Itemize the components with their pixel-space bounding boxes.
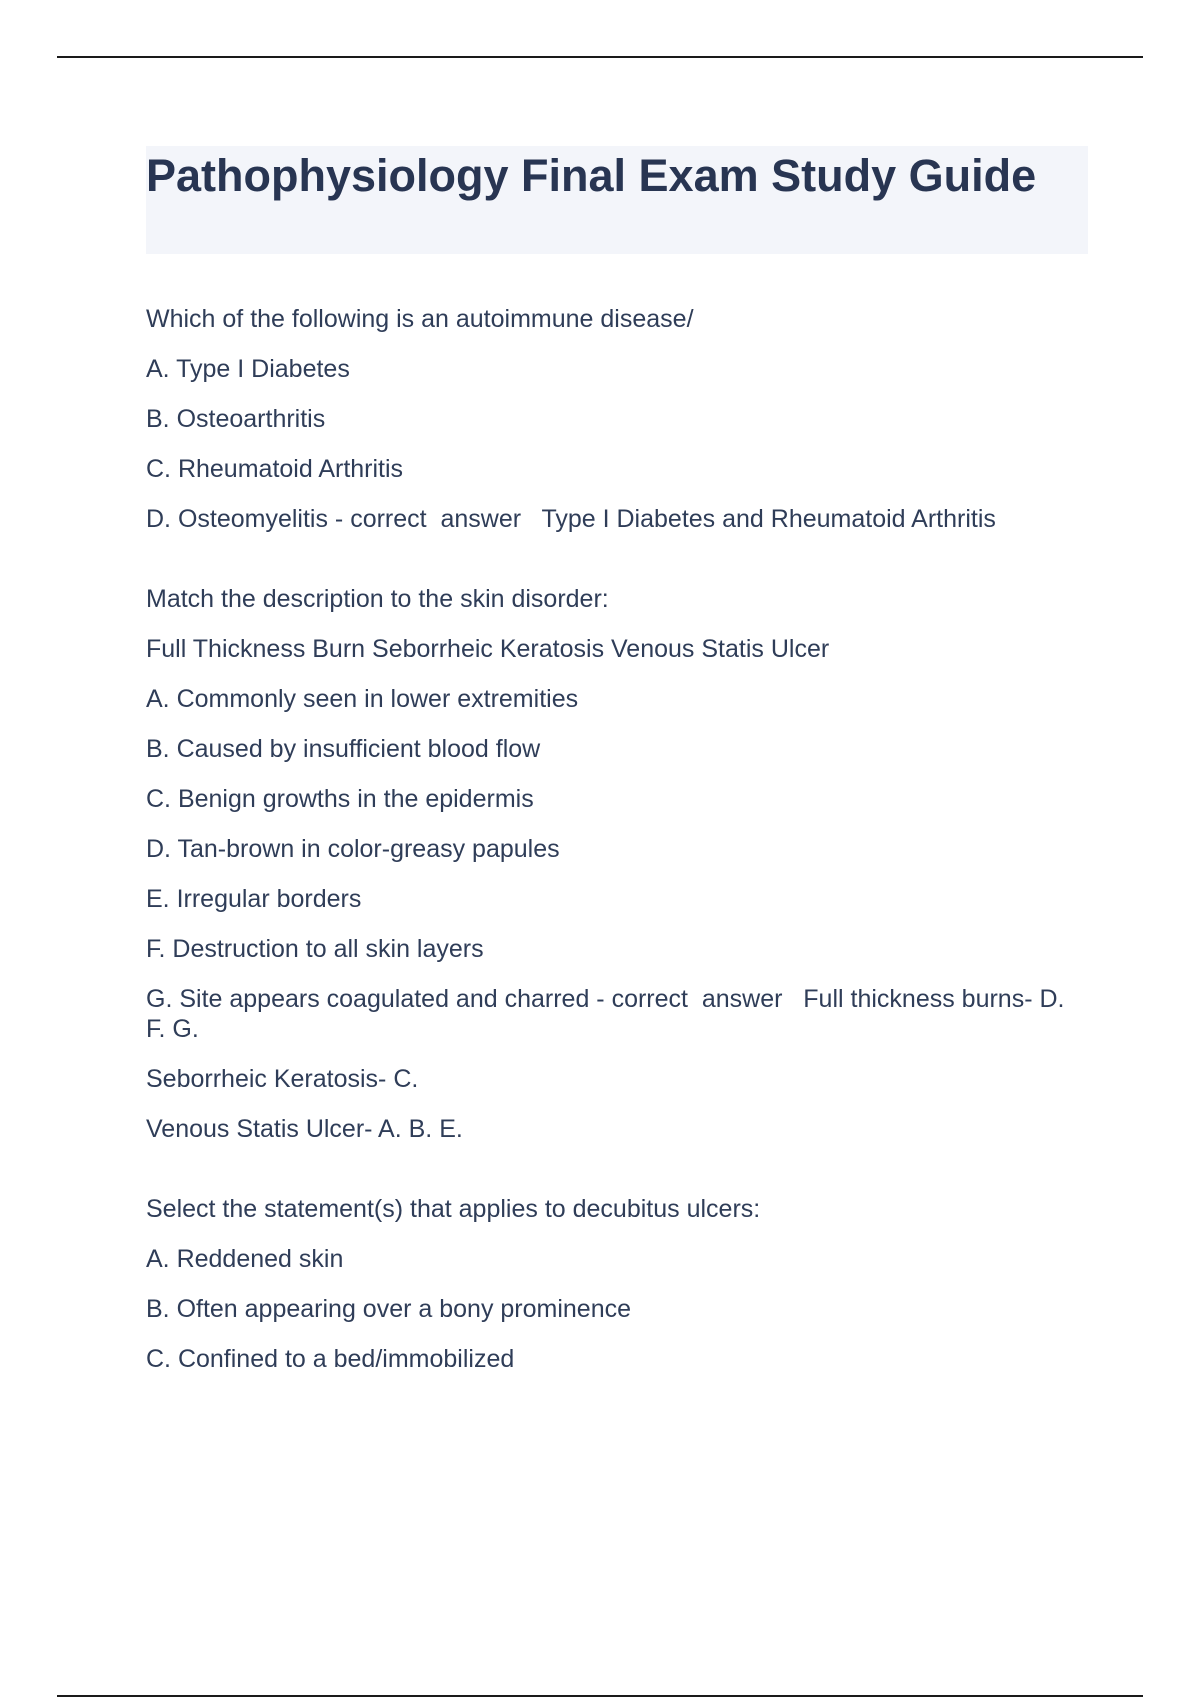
question-3 [146, 1194, 1088, 1374]
question-2-option-c: C. Benign growths in the epidermis [146, 785, 534, 813]
question-2-option-f: F. Destruction to all skin layers [146, 935, 484, 963]
question-2-option-e: E. Irregular borders [146, 885, 362, 913]
question-2-answer-venous: Venous Statis Ulcer- A. B. E. [146, 1115, 463, 1143]
header-rule [57, 56, 1143, 58]
question-2-answer-seborrheic: Seborrheic Keratosis- C. [146, 1065, 419, 1093]
question-1-option-c: C. Rheumatoid Arthritis [146, 455, 404, 483]
footer-rule [57, 1695, 1143, 1697]
question-1-prompt: Which of the following is an autoimmune disease/ [146, 305, 694, 333]
question-2-option-a: A. Commonly seen in lower extremities [146, 685, 579, 713]
question-1-option-b: B. Osteoarthritis [146, 405, 326, 433]
question-1-option-a: A. Type I Diabetes [146, 355, 350, 383]
document-page [146, 146, 1088, 1394]
question-2-option-d: D. Tan-brown in color-greasy papules [146, 835, 560, 863]
question-2-prompt: Match the description to the skin disorder: [146, 585, 609, 613]
question-2-terms: Full Thickness Burn Seborrheic Keratosis Venous Statis Ulcer [146, 635, 830, 663]
question-2-option-b: B. Caused by insufficient blood flow [146, 735, 541, 763]
question-1 [146, 304, 1088, 534]
question-3-option-a: A. Reddened skin [146, 1245, 344, 1273]
question-2-option-g-answer: G. Site appears coagulated and charred - correct answer Full thickness burns- D. F. G. [146, 985, 1072, 1043]
question-3-option-c: C. Confined to a bed/immobilized [146, 1345, 515, 1373]
question-3-prompt: Select the statement(s) that applies to decubitus ulcers: [146, 1195, 761, 1223]
question-3-option-b: B. Often appearing over a bony prominence [146, 1295, 632, 1323]
document-title: Pathophysiology Final Exam Study Guide [146, 150, 1037, 201]
title-banner [146, 146, 1088, 254]
question-1-option-d-answer: D. Osteomyelitis - correct answer Type I Diabetes and Rheumatoid Arthritis [146, 505, 996, 533]
question-2 [146, 584, 1088, 1144]
